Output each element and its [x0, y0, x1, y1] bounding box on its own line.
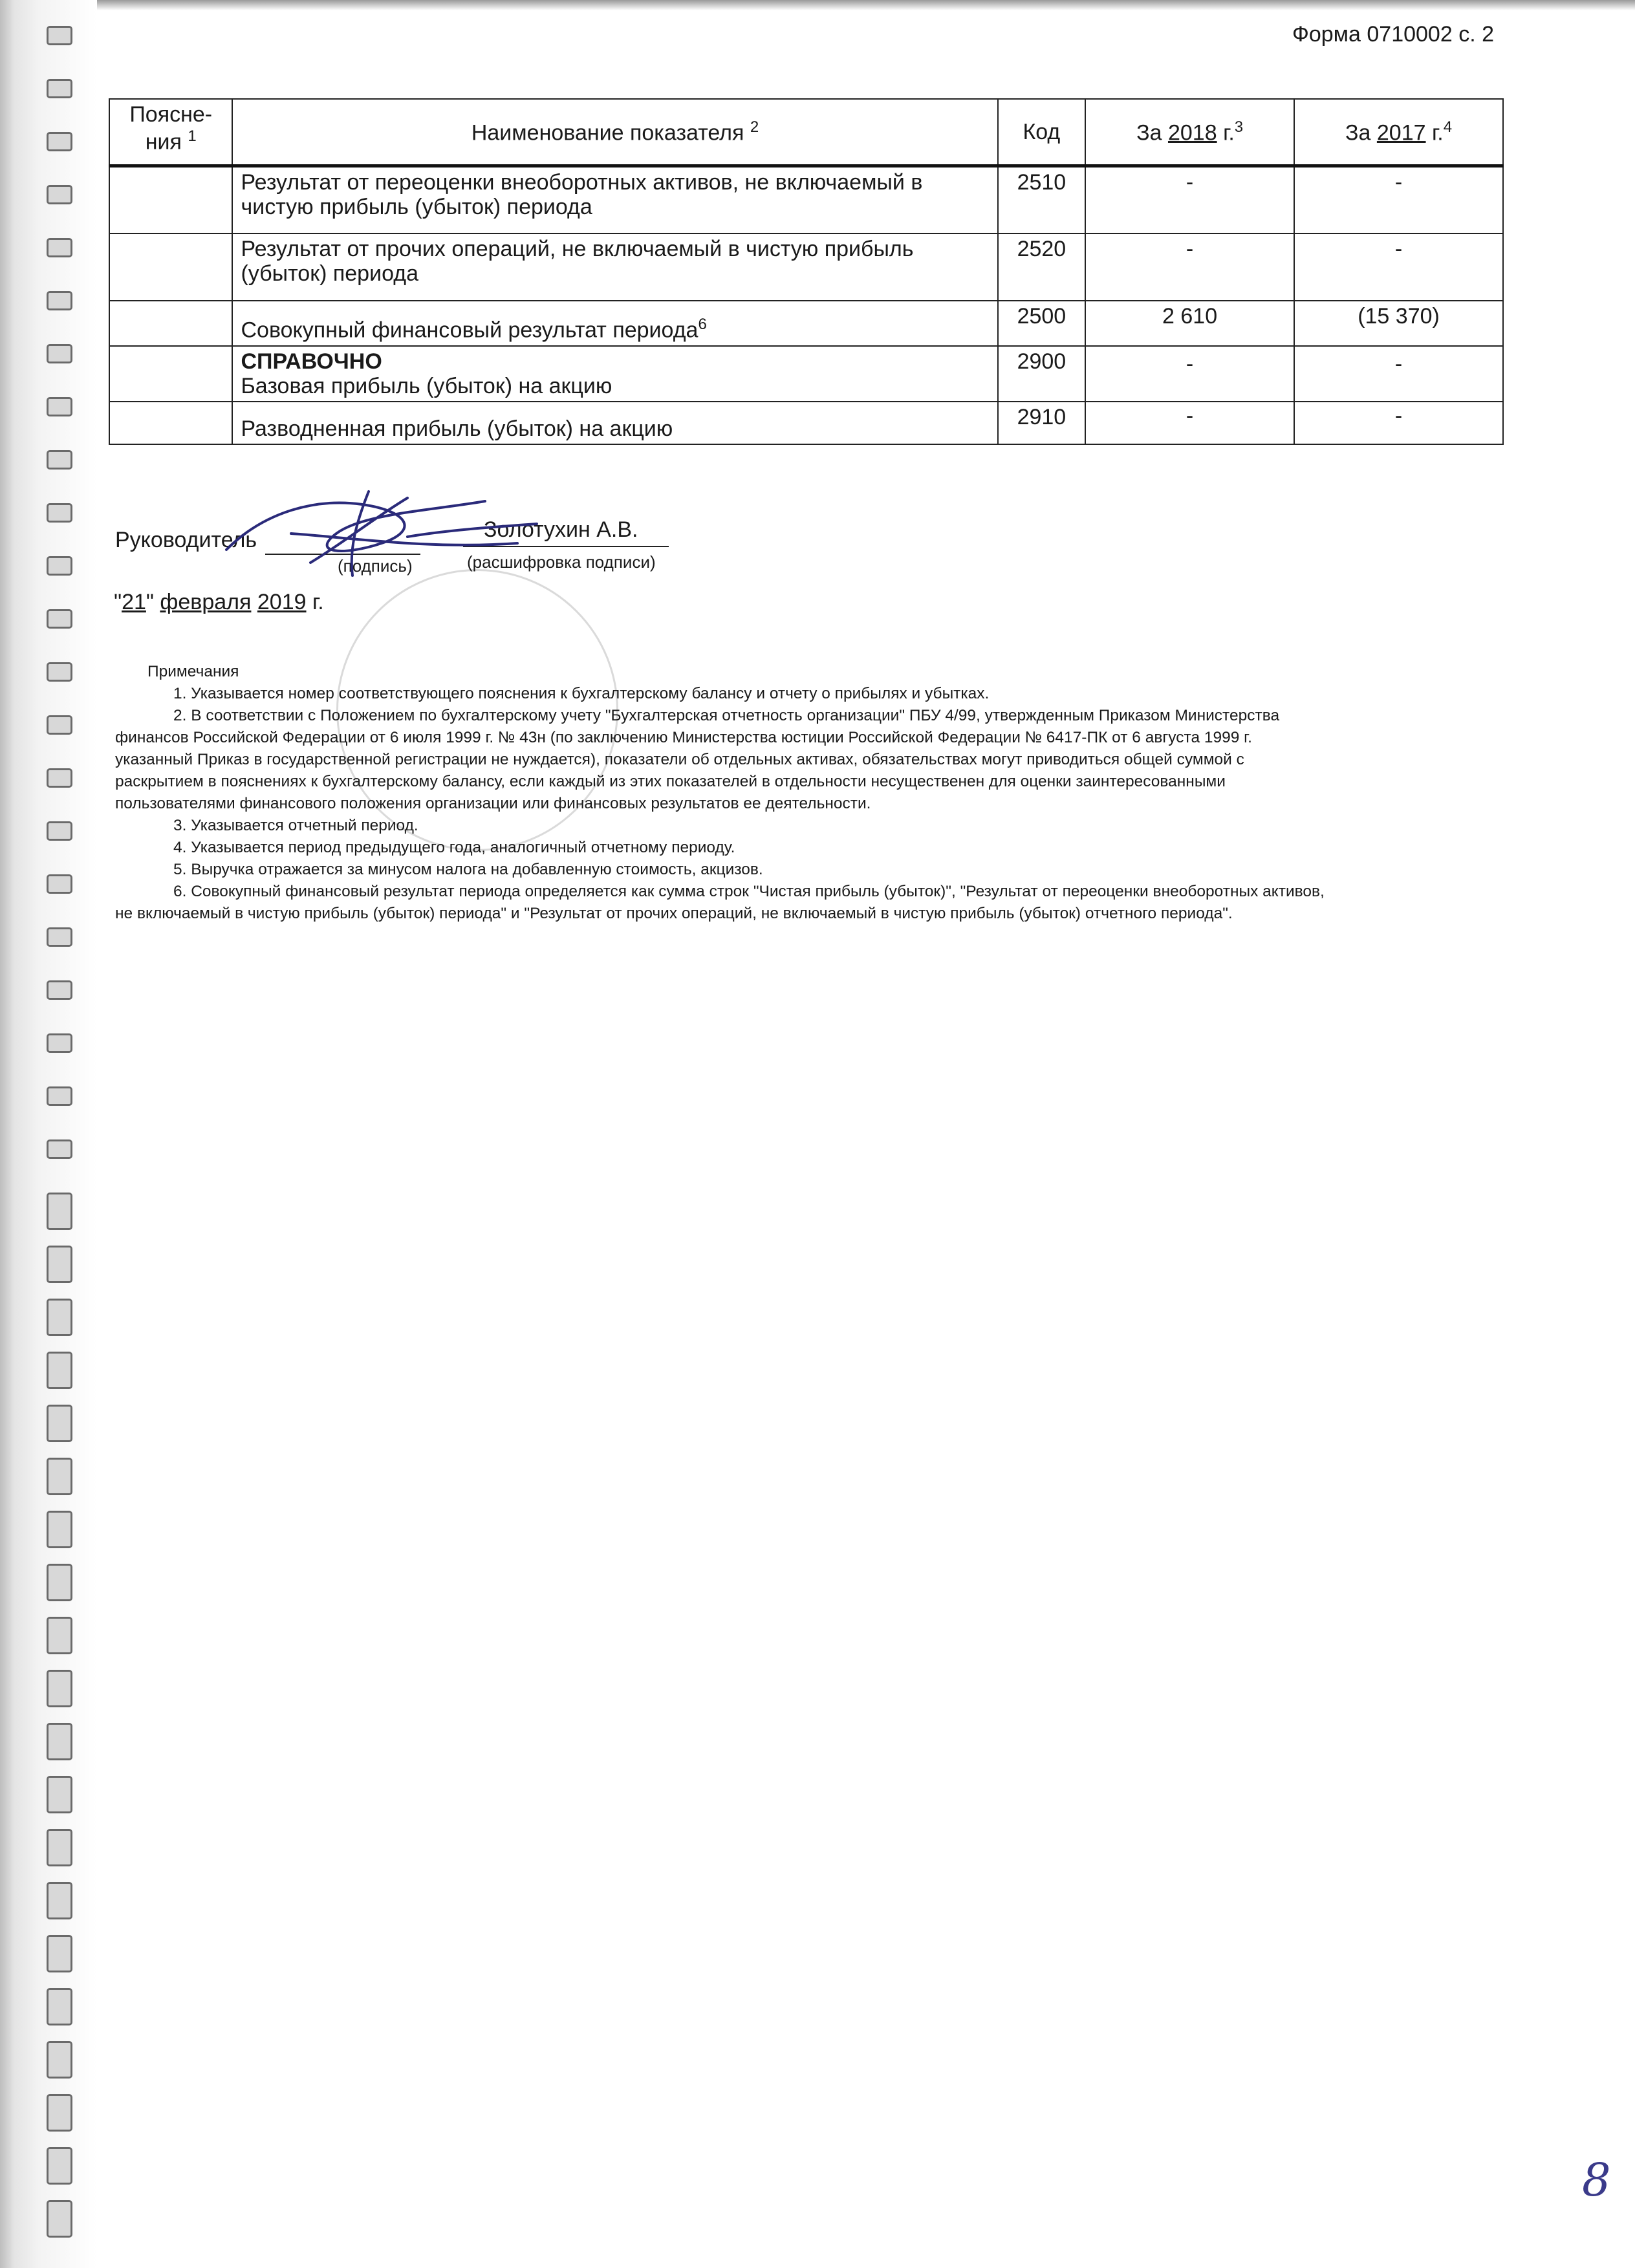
- binding-ring: [47, 1246, 72, 1283]
- binding-ring: [47, 1405, 72, 1442]
- header-indicator-name: Наименование показателя $^2$: [232, 99, 997, 166]
- row-value-2017: (15 370): [1294, 301, 1503, 346]
- row-code: 2910: [998, 402, 1086, 444]
- table-header-row: [109, 99, 1503, 166]
- row-note: [109, 301, 232, 346]
- footnote-item: 2. В соответствии с Положением по бухгалтерскому учету "Бухгалтерская отчетность организации" ПБУ 4/99, утвержденным Приказом Министерства финансов Российской Федерации от 6 июля 1999 г. № 43н (по заключению Министерства юстиции Российской Федерации № 6417-ПК от 6 августа 1999 г. указанный Приказ в государственной регистрации не нуждается), показатели об отдельных активах, обязательствах могут приводиться общей суммой с раскрытием в пояснениях к бухгалтерскому балансу, если каждый из этих показателей в отдельности несущественен для оценки заинтересованными пользователями финансового положения организации или финансовых результатов ее деятельности.: [115, 707, 1280, 812]
- row-name: Совокупный финансовый результат периода$^6$: [232, 301, 997, 346]
- row-name: Результат от прочих операций, не включаемый в чистую прибыль (убыток) периода: [232, 233, 997, 301]
- binding-ring: [47, 874, 72, 894]
- row-code: 2520: [998, 233, 1086, 301]
- binding-ring: [47, 1670, 72, 1707]
- binding-ring: [47, 1193, 72, 1230]
- footnotes: [115, 661, 1331, 925]
- signature-date: "21" февраля 2019 г.: [114, 590, 324, 614]
- signatory-name: Золотухин А.В.: [484, 517, 638, 542]
- binding-ring: [47, 79, 72, 98]
- signature-caption: (подпись): [338, 556, 413, 576]
- row-name: СПРАВОЧНО Базовая прибыль (убыток) на акцию: [232, 346, 997, 402]
- binding-ring: [47, 503, 72, 523]
- table-row: [109, 301, 1503, 346]
- header-year-current: За 2018 г.$^3$: [1085, 99, 1294, 166]
- row-value-2018: 2 610: [1085, 301, 1294, 346]
- row-value-2018: -: [1085, 346, 1294, 402]
- binding-ring: [47, 1299, 72, 1336]
- binding-ring: [47, 2200, 72, 2238]
- signatory-name-caption: (расшифровка подписи): [467, 552, 656, 572]
- binding-ring: [47, 821, 72, 841]
- binding-ring: [47, 980, 72, 1000]
- table-row: [109, 346, 1503, 402]
- binding-ring: [47, 609, 72, 629]
- table-row: [109, 166, 1503, 233]
- binding-ring: [47, 344, 72, 363]
- header-code: Код: [998, 99, 1086, 166]
- table-row: [109, 233, 1503, 301]
- binding-ring: [47, 291, 72, 310]
- binding-ring: [47, 1988, 72, 2025]
- binding-ring: [47, 1776, 72, 1813]
- signature-role: Руководитель: [115, 528, 257, 552]
- row-value-2018: -: [1085, 233, 1294, 301]
- binding-ring: [47, 450, 72, 470]
- footnote-item: 3. Указывается отчетный период.: [173, 817, 418, 834]
- binding-ring: [47, 1352, 72, 1389]
- row-code: 2500: [998, 301, 1086, 346]
- binding-ring: [47, 1086, 72, 1106]
- binding-ring: [47, 715, 72, 735]
- binding-ring: [47, 1458, 72, 1495]
- binding-ring: [47, 238, 72, 257]
- footnote-item: 1. Указывается номер соответствующего пояснения к бухгалтерскому балансу и отчету о прибылях и убытках.: [173, 685, 990, 702]
- row-value-2017: -: [1294, 346, 1503, 402]
- row-value-2017: -: [1294, 233, 1503, 301]
- form-code: Форма 0710002 с. 2: [1292, 22, 1494, 47]
- footnote-item: 4. Указывается период предыдущего года, аналогичный отчетному периоду.: [173, 839, 735, 856]
- header-year-previous: За 2017 г.$^4$: [1294, 99, 1503, 166]
- footnote-item: 6. Совокупный финансовый результат периода определяется как сумма строк "Чистая прибыль (убыток)", "Результат от переоценки внеоборотных активов, не включаемый в чистую прибыль (убыток) периода" и "Результат от прочих операций, не включаемый в чистую прибыль (убыток) отчетного периода".: [115, 883, 1325, 922]
- row-value-2017: -: [1294, 166, 1503, 233]
- row-value-2017: -: [1294, 402, 1503, 444]
- binding-ring: [47, 662, 72, 682]
- binding-ring: [47, 2147, 72, 2185]
- binding-ring: [47, 1723, 72, 1760]
- binding-ring: [47, 132, 72, 151]
- scan-top-edge: [0, 0, 1635, 10]
- footnotes-title: Примечания: [147, 663, 239, 680]
- binding-ring: [47, 1882, 72, 1919]
- binding-ring: [47, 397, 72, 416]
- footnote-item: 5. Выручка отражается за минусом налога на добавленную стоимость, акцизов.: [173, 861, 763, 878]
- binding-ring: [47, 927, 72, 947]
- binding-ring: [47, 2041, 72, 2079]
- binding-ring: [47, 185, 72, 204]
- binding-ring: [47, 1829, 72, 1866]
- binding-ring: [47, 1617, 72, 1654]
- handwritten-signature: [213, 472, 550, 582]
- binding-ring: [47, 1139, 72, 1159]
- binding-ring: [47, 2094, 72, 2132]
- row-note: [109, 346, 232, 402]
- binding-ring: [47, 768, 72, 788]
- binding-ring: [47, 1511, 72, 1548]
- spiral-binding: [0, 0, 97, 2268]
- table-row: [109, 402, 1503, 444]
- header-notes: Поясне- ния $^1$: [109, 99, 232, 166]
- row-code: 2510: [998, 166, 1086, 233]
- row-value-2018: -: [1085, 402, 1294, 444]
- binding-ring: [47, 1564, 72, 1601]
- binding-ring: [47, 1033, 72, 1053]
- row-code: 2900: [998, 346, 1086, 402]
- row-name: Результат от переоценки внеоборотных активов, не включаемый в чистую прибыль (убыток) периода: [232, 166, 997, 233]
- row-note: [109, 166, 232, 233]
- row-note: [109, 402, 232, 444]
- page-number: 8: [1582, 2154, 1611, 2207]
- row-value-2018: -: [1085, 166, 1294, 233]
- binding-ring: [47, 556, 72, 576]
- row-note: [109, 233, 232, 301]
- financial-results-table: [109, 98, 1504, 445]
- binding-ring: [47, 1935, 72, 1972]
- row-name: Разводненная прибыль (убыток) на акцию: [232, 402, 997, 444]
- binding-ring: [47, 26, 72, 45]
